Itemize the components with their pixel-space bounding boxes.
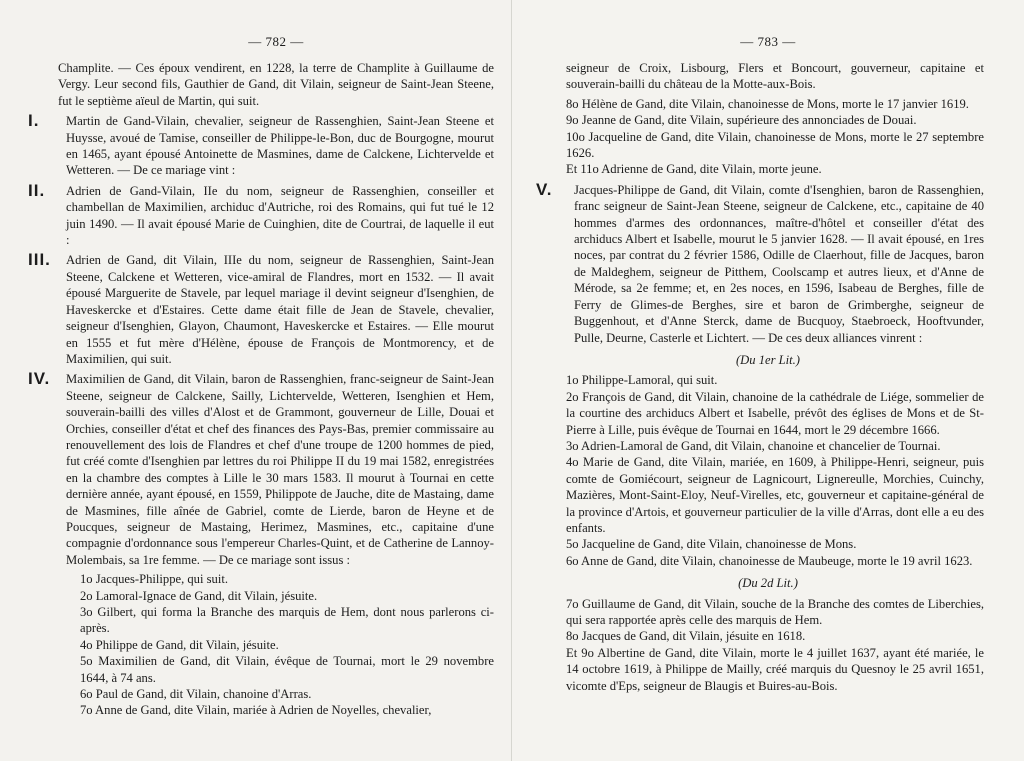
list-item: 6o Paul de Gand, dit Vilain, chanoine d'Arras. xyxy=(80,687,312,702)
list-item: 1o Jacques-Philippe, qui suit. xyxy=(80,572,228,587)
list-item: 5o Jacqueline de Gand, dite Vilain, chanoinesse de Mons. xyxy=(566,537,857,552)
list-item: 6o Anne de Gand, dite Vilain, chanoinesse de Maubeuge, morte le 19 avril 1623. xyxy=(566,553,973,568)
entry-v xyxy=(536,179,984,346)
section-heading-first-marriage: (Du 1er Lit.) xyxy=(735,352,800,367)
entry-text: Maximilien de Gand, dit Vilain, baron de Rassenghien, franc-seigneur de Saint-Jean Steene, seigneur de Calckene, Sailly, Lichtervelde, Wetteren, Isenghien et Hem, souverain-bailli des villes d'Alost et de Grammont, gouverneur de Lille, Douai et Orchies, conseiller d'état et chef des finances des Pays-Bas, premier commissaire au renouvellement des lois de Flandres et chef d'une troupe de 1200 hommes de pied, fut créé comte d'Isenghien par lettres du roi Philippe II du 19 mai 1582, enregistrées en la chambre des comptes à Lille le 30 mars 1583. Il mourut à Tournai en cette dernière année, ayant épousé, en 1559, Philippote de Jauche, dite de Mastaing, dame de Masmines, fille aînée de Gabriel, comte de Lierde, baron de Heyne et de Poucques, seigneur de Mastaing, Herimez, Masmines, etc., capitaine d'une compagnie d'ordonnance sous l'empereur Charles-Quint, et de Catherine de Lannoy-Molembais, sa 1re femme. — De ce mariage sont issus : xyxy=(66,372,494,567)
list-item: Et 11o Adrienne de Gand, dite Vilain, morte jeune. xyxy=(566,162,822,177)
list-item: 8o Jacques de Gand, dit Vilain, jésuite en 1618. xyxy=(566,629,806,644)
list-item: 10o Jacqueline de Gand, dite Vilain, chanoinesse de Mons, morte le 27 septembre 1626. xyxy=(566,129,984,161)
page-number-left: — 782 — xyxy=(248,34,304,49)
entry-numeral: III. xyxy=(28,250,51,270)
entry-text: Adrien de Gand-Vilain, IIe du nom, seigneur de Rassenghien, conseiller et chambellan de Maximilien, archiduc d'Autriche, roi des Romains, qui fut tué le 12 juin 1490. — Il avait épousé Marie de Cuinghien, dite de Courtrai, de laquelle il eut : xyxy=(66,183,494,248)
intro-paragraph: Champlite. — Ces époux vendirent, en 1228, la terre de Champlite à Guillaume de Vergy. Leur second fils, Gauthier de Gand, dit Vilain, seigneur de Saint-Jean Steene, fut le septième aïeul de Martin, qui suit. xyxy=(58,61,494,108)
list-item: 7o Guillaume de Gand, dit Vilain, souche de la Branche des comtes de Liberchies, qui sera rapportée après celle des marquis de Hem. xyxy=(566,596,984,627)
entry-numeral: II. xyxy=(28,180,46,200)
right-page xyxy=(512,0,1024,761)
list-item: 2o Lamoral-Ignace de Gand, dit Vilain, jésuite. xyxy=(80,588,318,603)
entry-numeral: V. xyxy=(536,179,553,199)
issue-list-top xyxy=(552,96,984,178)
list-item: 3o Adrien-Lamoral de Gand, dit Vilain, chanoine et chancelier de Tournai. xyxy=(566,438,941,453)
list-item: 9o Jeanne de Gand, dite Vilain, supérieure des annonciades de Douai. xyxy=(566,113,917,128)
list-item: 8o Hélène de Gand, dite Vilain, chanoinesse de Mons, morte le 17 janvier 1619. xyxy=(566,96,969,111)
list-item: Et 9o Albertine de Gand, dite Vilain, morte le 4 juillet 1637, ayant été mariée, le 14 octobre 1619, à Philippe de Mailly, créé marquis du Quesnoy le 25 avril 1651, vicomte d'Eps, seigneur de Blaugis et Buires-au-Bois. xyxy=(566,645,984,693)
entry-numeral: IV. xyxy=(28,369,51,389)
issue-list-second xyxy=(552,596,984,694)
entry-text: Martin de Gand-Vilain, chevalier, seigneur de Rassenghien, Saint-Jean Steene et Huysse, avoué de Tamise, conseiller de Philippe-le-Bon, duc de Bourgogne, mourut en 1465, ayant épousé Antoinette de Masmines, dame de Calckene, Lichtervelde et Wetteren. — De ce mariage vint : xyxy=(66,114,494,178)
entry-text: Adrien de Gand, dit Vilain, IIIe du nom, seigneur de Rassenghien, Saint-Jean Steene, Calckene et Wetteren, vice-amiral de Flandres, mort en 1532. — Il avait épousé Marguerite de Stavele, par lequel mariage il devint seigneur d'Isenghien, de Haveskercke et d'Estaires. Cette dame était fille de Jean de Stavele, chevalier, seigneur d'Isenghien, Glayon, Chaumont, Haveskercke et Estaires. — Elle mourut en 1555 et fut mère d'Hélène, épouse de François de Montmorency, et de Maximilien, qui suit. xyxy=(66,253,494,366)
list-item: 7o Anne de Gand, dite Vilain, mariée à Adrien de Noyelles, chevalier, xyxy=(80,703,432,718)
list-item: 4o Marie de Gand, dite Vilain, mariée, en 1609, à Philippe-Henri, seigneur, puis comte de Gomiécourt, seigneur de Lagnicourt, Lignereulle, Morchies, Cuinchy, Mazières, Mont-Saint-Eloy, Neuf-Virelles, etc, gouverneur et capitaine-général de la province d'Artois, et gouverneur particulier de la ville d'Arras, dont elle a eu des enfants. xyxy=(566,455,984,535)
list-item: 3o Gilbert, qui forma la Branche des marquis de Hem, dont nous parlerons ci-après. xyxy=(80,605,494,636)
continuation-paragraph: seigneur de Croix, Lisbourg, Flers et Boncourt, gouverneur, capitaine et souverain-bailli du château de la Motte-aux-Bois. xyxy=(566,61,984,92)
page-number-right: — 783 — xyxy=(740,34,796,49)
issue-list-left xyxy=(58,571,494,719)
entry-i xyxy=(28,111,494,179)
entry-iv xyxy=(28,369,494,568)
entry-ii xyxy=(28,180,494,249)
issue-list-first xyxy=(552,372,984,569)
entry-iii xyxy=(28,250,494,367)
section-heading-second-marriage: (Du 2d Lit.) xyxy=(738,576,798,591)
list-item: 1o Philippe-Lamoral, qui suit. xyxy=(566,373,718,388)
list-item: 2o François de Gand, dit Vilain, chanoine de la cathédrale de Liége, sommelier de la courtine des archiducs Albert et Isabelle, prévôt des églises de Mons et de St-Pierre à Lille, puis évêque de Tournai en 1644, mort le 29 décembre 1666. xyxy=(566,389,984,437)
entry-text: Jacques-Philippe de Gand, dit Vilain, comte d'Isenghien, baron de Rassenghien, franc seigneur de Saint-Jean Steene, seigneur de Calckene, etc., capitaine de 40 hommes d'armes des ordonnances, maître-d'hôtel et conseiller d'état des archiducs Albert et Isabelle, mourut le 5 janvier 1628. — Il avait épousé, en 1res noces, par contrat du 2 février 1586, Odille de Claerhout, fille de Jacques, baron de Maldeghem, seigneur de Pitthem, Coolscamp et autres lieux, et d'Anne de Mérode, sa 2e femme; et, en 2es noces, en 1596, Isabeau de Berghes, fille de Ferry de Glimes-de Berghes, sire et baron de Grimberghe, seigneur de Buggenhout, et d'Anne Sterck, dame de Bucquoy, Staebroeck, Hooftvunder, Pulle, Deurne, Casterle et Lichtert. — De ces deux alliances vinrent : xyxy=(574,182,984,345)
list-item: 5o Maximilien de Gand, dit Vilain, évêque de Tournai, mort le 29 novembre 1644, à 74 ans. xyxy=(80,654,494,685)
list-item: 4o Philippe de Gand, dit Vilain, jésuite. xyxy=(80,637,279,652)
entry-numeral: I. xyxy=(28,111,40,131)
